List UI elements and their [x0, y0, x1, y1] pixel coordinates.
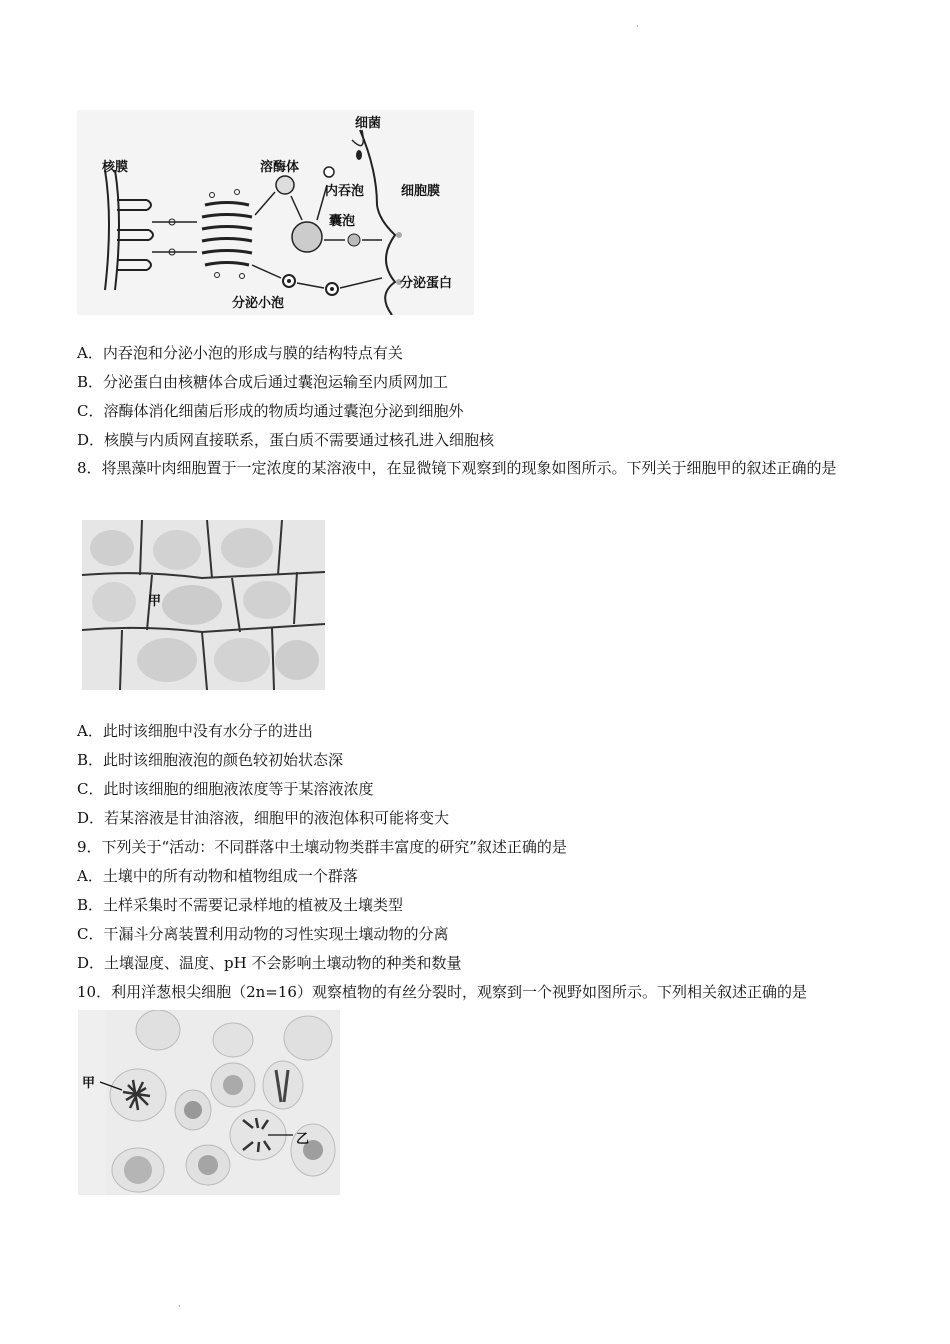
- q9-stem: 9．下列关于“活动：不同群落中土壤动物类群丰富度的研究”叙述正确的是: [77, 838, 567, 856]
- hydrilla-cells-svg: [82, 520, 325, 690]
- label-bacteria: 细菌: [355, 116, 382, 131]
- label-lysosome: 溶酶体: [260, 160, 300, 175]
- label-cell-membrane: 细胞膜: [401, 184, 441, 199]
- q9-option-d: D．土壤湿度、温度、pH 不会影响土壤动物的种类和数量: [77, 954, 462, 972]
- q7-option-d: D．核膜与内质网直接联系，蛋白质不需要通过核孔进入细胞核: [77, 431, 495, 449]
- label-secretory-protein: 分泌蛋白: [400, 276, 453, 291]
- q9-option-a: A．土壤中的所有动物和植物组成一个群落: [77, 867, 358, 885]
- mitosis-svg: [78, 1010, 340, 1195]
- label-cell-yi: 乙: [296, 1132, 310, 1147]
- q9-option-b: B．土样采集时不需要记录样地的植被及土壤类型: [77, 896, 404, 914]
- footer-mark: ·: [178, 1302, 181, 1311]
- q7-option-b: B．分泌蛋白由核糖体合成后通过囊泡运输至内质网加工: [77, 373, 449, 391]
- label-secretory-vesicle: 分泌小泡: [232, 296, 285, 311]
- q7-option-c: C．溶酶体消化细菌后形成的物质均通过囊泡分泌到细胞外: [77, 402, 464, 420]
- figure-hydrilla-cells: [82, 520, 325, 690]
- figure-cell-secretion: [77, 110, 474, 315]
- corner-mark: ·: [636, 22, 639, 31]
- q8-option-d: D．若某溶液是甘油溶液，细胞甲的液泡体积可能将变大: [77, 809, 450, 827]
- q9-option-c: C．干漏斗分离装置利用动物的习性实现土壤动物的分离: [77, 925, 449, 943]
- q8-option-b: B．此时该细胞液泡的颜色较初始状态深: [77, 751, 344, 769]
- label-endocytic-vesicle: 内吞泡: [325, 184, 365, 199]
- q8-stem: 8．将黑藻叶肉细胞置于一定浓度的某溶液中，在显微镜下观察到的现象如图所示。下列关于细胞甲的叙述正确的是: [77, 459, 837, 477]
- q7-option-a: A．内吞泡和分泌小泡的形成与膜的结构特点有关: [77, 344, 403, 362]
- label-vesicle: 囊泡: [329, 214, 356, 229]
- label-cell-jia: 甲: [82, 1076, 96, 1091]
- q8-option-a: A．此时该细胞中没有水分子的进出: [77, 722, 313, 740]
- q10-stem: 10．利用洋葱根尖细胞（2n=16）观察植物的有丝分裂时，观察到一个视野如图所示。下列相关叙述正确的是: [77, 983, 807, 1001]
- label-nuclear-membrane: 核膜: [102, 160, 129, 175]
- label-cell-jia: 甲: [148, 594, 162, 609]
- q8-option-c: C．此时该细胞的细胞液浓度等于某溶液浓度: [77, 780, 374, 798]
- figure-onion-root-mitosis: [78, 1010, 340, 1195]
